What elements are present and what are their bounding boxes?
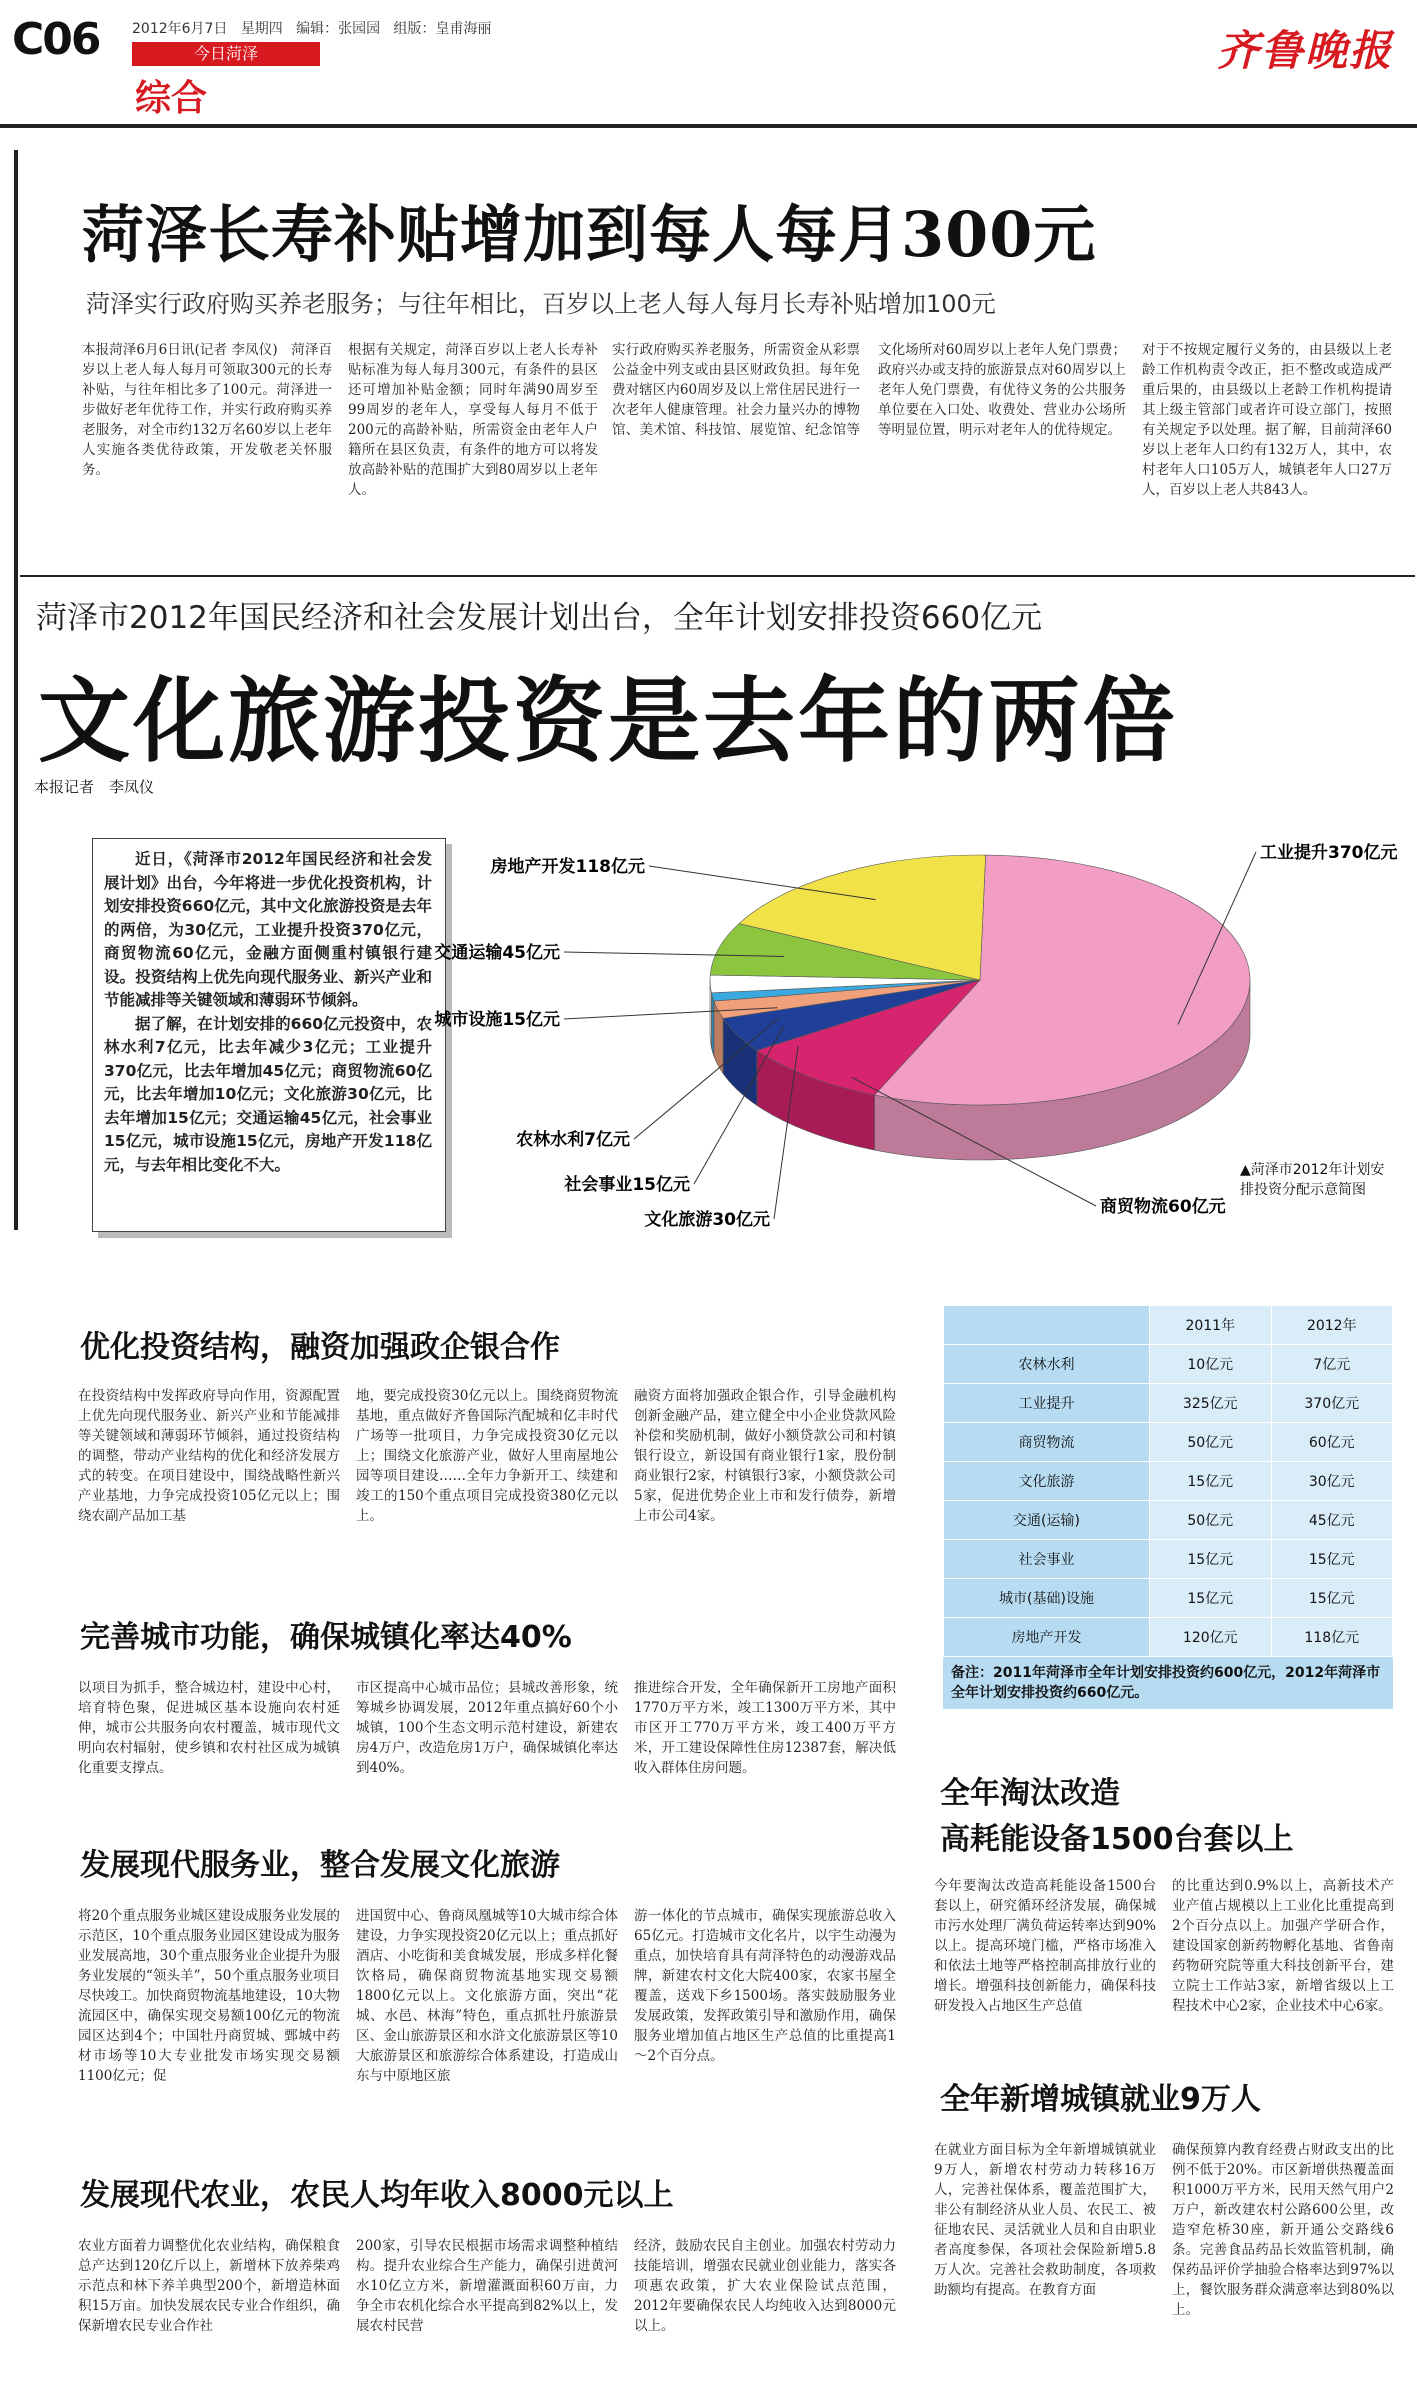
article1-col-4: 对于不按规定履行义务的，由县级以上老龄工作机构责令改正，拒不整改或造成严重后果的，由县级以上老龄工作机构提请其上级主管部门或者许可设立部门，按照有关规定予以处理。据了解，目前菏泽60岁以上老年人口约有132万人，其中，农村老年人口105万人，城镇老年人口27万人，百岁以上老人共843人。 xyxy=(1142,342,1392,498)
table-cell: 15亿元 xyxy=(1150,1540,1271,1579)
section6-col-1: 在就业方面目标为全年新增城镇就业9万人，新增农村劳动力转移16万人，完善社保体系，覆盖范围扩大，非公有制经济从业人员、农民工、被征地农民、灵活就业人员和自由职业者高度参保，各项社会保险新增5.8万人次。完善社会救助制度，各项救助额均有提高。在教育方面 xyxy=(934,2142,1156,2298)
table-cell: 城市(基础)设施 xyxy=(944,1579,1150,1618)
article1-col-2: 根据有关规定，菏泽百岁以上老人长寿补贴标准为每人每月300元，有条件的县区还可增加补贴金额；同时年满90周岁至99周岁的老年人，享受每人每月不低于200元的高龄补贴，所需资金由老年人户籍所在县区负责，有条件的地方可以将发放高龄补贴的范围扩大到80周岁以上老年人。 xyxy=(348,342,598,498)
section6-col-2: 确保预算内教育经费占财政支出的比例不低于20%。市区新增供热覆盖面积1000万平方米，民用天然气用户2万户，新改建农村公路600公里，改造窄危桥30座，新开通公交路线6条。完善食品药品长效监管机制，确保药品评价学抽验合格率达到97%以上，餐饮服务群众满意率达到80%以上。 xyxy=(1172,2142,1394,2318)
pie-label-交通运输: 交通运输45亿元 xyxy=(434,943,560,963)
pie-slice-side-农林水利 xyxy=(711,993,713,1056)
article1-col-1: 本报菏泽6月6日讯(记者 李凤仪) 菏泽百岁以上老人每人每月可领取300元的长寿补贴，与往年相比多了100元。菏泽进一步做好老年优待工作，并实行政府购买养老服务，对全市约132万名60岁以上老年人实施各类优待政策，开发敬老关怀服务。 xyxy=(82,342,332,478)
table-cell: 118亿元 xyxy=(1271,1618,1392,1657)
table-note: 备注：2011年菏泽市全年计划安排投资约600亿元，2012年菏泽市全年计划安排投资约660亿元。 xyxy=(943,1657,1393,1709)
section1-title: 优化投资结构，融资加强政企银合作 xyxy=(80,1330,560,1365)
table-cell: 370亿元 xyxy=(1271,1384,1392,1423)
header-rule xyxy=(0,124,1417,128)
table-header-row xyxy=(944,1306,1393,1345)
pie-label-文化旅游: 文化旅游30亿元 xyxy=(644,1210,770,1230)
table-cell: 15亿元 xyxy=(1150,1579,1271,1618)
newspaper-logo: 齐鲁晚报 xyxy=(1216,26,1393,75)
table-row xyxy=(944,1540,1393,1579)
header-editor: 编辑：张园园 xyxy=(296,21,381,37)
pie-label-城市设施: 城市设施15亿元 xyxy=(434,1010,560,1030)
table-cell: 325亿元 xyxy=(1150,1384,1271,1423)
section3-title: 发展现代服务业，整合发展文化旅游 xyxy=(80,1848,560,1883)
chart-caption: ▲菏泽市2012年计划安排投资分配示意简图 xyxy=(1240,1162,1385,1198)
section2-col-2: 市区提高中心城市品位；县城改善形象，统筹城乡协调发展，2012年重点搞好60个小城镇，100个生态文明示范村建设，新建农房4万户，改造危房1万户，确保城镇化率达到40%。 xyxy=(356,1680,618,1776)
investment-table xyxy=(943,1305,1393,1709)
section5-title-line2: 高耗能设备1500台套以上 xyxy=(940,1822,1294,1857)
table-cell: 文化旅游 xyxy=(944,1462,1150,1501)
table-row xyxy=(944,1501,1393,1540)
section5-title-line1: 全年淘汰改造 xyxy=(940,1776,1120,1811)
header-tab: 今日菏泽 xyxy=(132,42,320,66)
header-date: 2012年6月7日 xyxy=(132,21,228,37)
header-layout: 组版：皇甫海丽 xyxy=(393,21,492,37)
section3-col-1: 将20个重点服务业城区建设成服务业发展的示范区，10个重点服务业园区建设成为服务业发展高地，30个重点服务业企业提升为服务业发展的“领头羊”，50个重点服务业项目尽快竣工。加快商贸物流基地建设，10大物流园区中，确保实现交易额100亿元的物流园区达到4个；中国牡丹商贸城、鄄城中药材市场等10大专业批发市场实现交易额1100亿元；促 xyxy=(78,1908,340,2084)
section4-col-2: 200家，引导农民根据市场需求调整种植结构。提升农业综合生产能力，确保引进黄河水10亿立方米，新增灌溉面积60万亩，力争全市农机化综合水平提高到82%以上，发展农村民营 xyxy=(356,2238,618,2334)
header-weekday: 星期四 xyxy=(240,21,283,37)
lead-paragraph-1: 近日，《菏泽市2012年国民经济和社会发展计划》出台，今年将进一步优化投资机构，计划安排投资660亿元，其中文化旅游投资是去年的两倍，为30亿元，工业提升投资370亿元，商贸物流60亿元，金融方面侧重村镇银行建设。投资结构上优先向现代服务业、新兴产业和节能减排等关键领域和薄弱环节倾斜。 xyxy=(104,850,432,1009)
table-cell: 商贸物流 xyxy=(944,1423,1150,1462)
table-row xyxy=(944,1462,1393,1501)
table-cell: 15亿元 xyxy=(1150,1462,1271,1501)
left-rule xyxy=(14,150,18,1230)
table-cell: 60亿元 xyxy=(1271,1423,1392,1462)
article2-headline: 文化旅游投资是去年的两倍 xyxy=(38,668,1179,775)
pie-label-工业提升: 工业提升370亿元 xyxy=(1260,843,1398,863)
investment-table-grid xyxy=(943,1305,1393,1657)
section1-col-1: 在投资结构中发挥政府导向作用，资源配置上优先向现代服务业、新兴产业和节能减排等关键领域和薄弱环节倾斜，通过投资结构的调整，带动产业结构的优化和经济发展方式的转变。在项目建设中，围绕战略性新兴产业基地，力争完成投资105亿元以上；围绕农副产品加工基 xyxy=(78,1388,340,1524)
section2-col-3: 推进综合开发，全年确保新开工房地产面积1770万平方米，竣工1300万平方米，其中市区开工770万平方米，竣工400万平方米，开工建设保障性住房12387套，解决低收入群体住房问题。 xyxy=(634,1680,896,1776)
table-cell: 50亿元 xyxy=(1150,1501,1271,1540)
page-number: C06 xyxy=(12,14,100,65)
section-name: 综合 xyxy=(135,78,208,119)
table-cell: 15亿元 xyxy=(1271,1540,1392,1579)
table-cell: 30亿元 xyxy=(1271,1462,1392,1501)
section1-col-2: 地，要完成投资30亿元以上。围绕商贸物流基地，重点做好齐鲁国际汽配城和亿丰时代广场等一批项目，力争完成投资30亿元以上；围绕文化旅游产业，做好人里南屋地公园等项目建设……全年力争新开工、续建和竣工的150个重点项目完成投资380亿元以上。 xyxy=(356,1388,618,1524)
header-meta xyxy=(132,18,492,38)
article1-subheadline: 菏泽实行政府购买养老服务；与往年相比，百岁以上老人每人每月长寿补贴增加100元 xyxy=(86,290,996,318)
section4-col-3: 经济，鼓励农民自主创业。加强农村劳动力技能培训，增强农民就业创业能力，落实各项惠农政策，扩大农业保险试点范围，2012年要确保农民人均纯收入达到8000元以上。 xyxy=(634,2238,896,2334)
table-row xyxy=(944,1618,1393,1657)
table-cell: 农林水利 xyxy=(944,1345,1150,1384)
table-header-cell xyxy=(944,1306,1150,1345)
section3-col-2: 进国贸中心、鲁商凤凰城等10大城市综合体建设，力争实现投资20亿元以上；重点抓好酒店、小吃街和美食城发展，形成多样化餐饮格局，确保商贸物流基地实现交易额1800亿元以上。文化旅游方面，突出“花城、水邑、林海”特色，重点抓牡丹旅游景区、金山旅游景区和水浒文化旅游景区等10大旅游景区和旅游综合体系建设，打造成山东与中原地区旅 xyxy=(356,1908,618,2084)
table-cell: 社会事业 xyxy=(944,1540,1150,1579)
table-row xyxy=(944,1423,1393,1462)
table-row xyxy=(944,1384,1393,1423)
article-divider xyxy=(20,575,1415,577)
article1-col-3: 实行政府购买养老服务，所需资金从彩票公益金中列支或由县区财政负担。每年免费对辖区内60周岁及以上常住居民进行一次老年人健康管理。社会力量兴办的博物馆、美术馆、科技馆、展览馆、纪念馆等文化场所对60周岁以上老年人免门票费；政府兴办或支持的旅游景点对60周岁以上老年人免门票费，有优待义务的公共服务单位要在入口处、收费处、营业办公场所等明显位置，明示对老年人的优待规定。 xyxy=(612,342,1126,438)
section1-col-3: 融资方面将加强政企银合作，引导金融机构创新金融产品，建立健全中小企业贷款风险补偿和奖励机制，做好小额贷款公司和村镇银行设立，新设国有商业银行1家，股份制商业银行2家，村镇银行3家，小额贷款公司5家，促进优势企业上市和发行债券，新增上市公司4家。 xyxy=(634,1388,896,1524)
section5-col-2: 的比重达到0.9%以上，高新技术产业产值占规模以上工业化比重提高到2个百分点以上。加强产学研合作，建设国家创新药物孵化基地、省鲁南药物研究院等重大科技创新平台，建立院士工作站3家，新增省级以上工程技术中心2家，企业技术中心6家。 xyxy=(1172,1878,1394,2014)
section2-col-1: 以项目为抓手，整合城边村，建设中心村，培育特色聚，促进城区基本设施向农村延伸，城市公共服务向农村覆盖，城市现代文明向农村辐射，使乡镇和农村社区成为城镇化重要支撑点。 xyxy=(78,1680,340,1776)
article1-headline: 菏泽长寿补贴增加到每人每月300元 xyxy=(82,198,1097,271)
table-cell: 45亿元 xyxy=(1271,1501,1392,1540)
section5-col-1: 今年要淘汰改造高耗能设备1500台套以上，研究循环经济发展，确保城市污水处理厂满负荷运转率达到90%以上。提高环境门槛，严格市场准入和依法土地等严格控制高排放行业的增长。增强科技创新能力，确保科技研发投入占地区生产总值 xyxy=(934,1878,1156,2014)
table-cell: 7亿元 xyxy=(1271,1345,1392,1384)
section2-title: 完善城市功能，确保城镇化率达40% xyxy=(80,1620,572,1655)
pie-label-房地产开发: 房地产开发118亿元 xyxy=(490,857,645,877)
table-cell: 120亿元 xyxy=(1150,1618,1271,1657)
article2-byline: 本报记者 李凤仪 xyxy=(34,778,155,796)
table-cell: 交通(运输) xyxy=(944,1501,1150,1540)
section6-title: 全年新增城镇就业9万人 xyxy=(940,2082,1261,2117)
table-row xyxy=(944,1345,1393,1384)
pie-label-商贸物流: 商贸物流60亿元 xyxy=(1100,1197,1226,1217)
table-cell: 工业提升 xyxy=(944,1384,1150,1423)
lead-text xyxy=(104,848,432,1177)
section4-title: 发展现代农业，农民人均年收入8000元以上 xyxy=(80,2178,674,2213)
section4-col-1: 农业方面着力调整优化农业结构，确保粮食总产达到120亿斤以上，新增林下放养柴鸡示范点和林下养羊典型200个，新增造林面积15万亩。加快发展农民专业合作组织，确保新增农民专业合作社 xyxy=(78,2238,340,2334)
pie-label-社会事业: 社会事业15亿元 xyxy=(564,1175,690,1195)
table-cell: 15亿元 xyxy=(1271,1579,1392,1618)
lead-paragraph-2: 据了解，在计划安排的660亿元投资中，农林水利7亿元，比去年减少3亿元；工业提升370亿元，比去年增加45亿元；商贸物流60亿元，比去年增加10亿元；文化旅游30亿元，比去年增加15亿元；交通运输45亿元，社会事业15亿元，城市设施15亿元，房地产开发118亿元，与去年相比变化不大。 xyxy=(104,1014,432,1174)
table-cell: 50亿元 xyxy=(1150,1423,1271,1462)
table-cell: 房地产开发 xyxy=(944,1618,1150,1657)
table-row xyxy=(944,1579,1393,1618)
section3-col-3: 游一体化的节点城市，确保实现旅游总收入65亿元。打造城市文化名片，以宇生动漫为重点，加快培育具有菏泽特色的动漫游戏品牌，新建农村文化大院400家，农家书屋全覆盖，送戏下乡1500场。落实鼓励服务业发展政策，发挥政策引导和激励作用，确保服务业增加值占地区生产总值的比重提高1～2个百分点。 xyxy=(634,1908,896,2064)
table-header-cell: 2012年 xyxy=(1271,1306,1392,1345)
pie-label-农林水利: 农林水利7亿元 xyxy=(516,1130,630,1150)
table-cell: 10亿元 xyxy=(1150,1345,1271,1384)
table-header-cell: 2011年 xyxy=(1150,1306,1271,1345)
investment-pie-chart xyxy=(434,800,1398,1280)
article2-subheadline: 菏泽市2012年国民经济和社会发展计划出台，全年计划安排投资660亿元 xyxy=(36,600,1043,636)
